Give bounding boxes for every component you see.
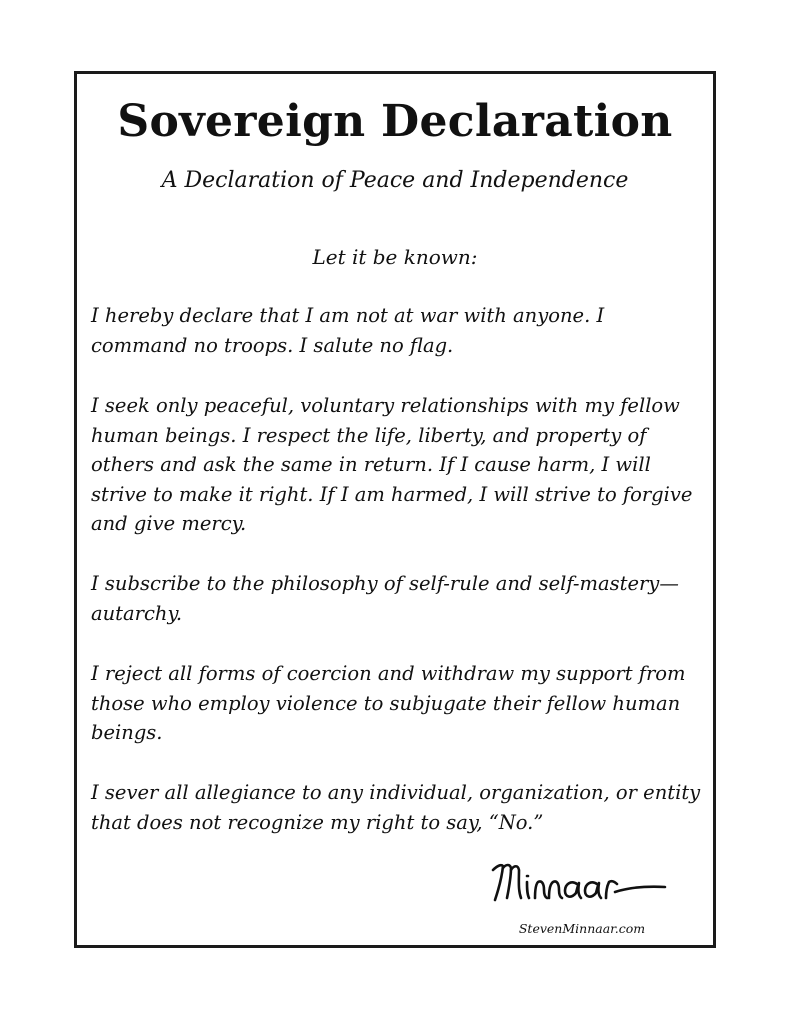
paragraph-reject-coercion: I reject all forms of coercion and withdraw my support from those who employ violence to subjugate their fellow human beings.	[91, 662, 686, 744]
paragraph-self-rule: I subscribe to the philosophy of self-rule and self-mastery—autarchy.	[91, 572, 679, 625]
declaration-frame	[74, 71, 716, 948]
signature	[487, 852, 677, 908]
website-credit: StevenMinnaar.com	[518, 921, 646, 936]
document-title: Sovereign Declaration	[117, 96, 673, 147]
paragraph-sever-allegiance: I sever all allegiance to any individual, organization, or entity that does not recognize my right to say, “No.”	[91, 781, 701, 834]
paragraph-peaceful-relationships: I seek only peaceful, voluntary relationships with my fellow human beings. I respect the life, liberty, and property of others and ask the same in return. If I cause harm, I will strive to make it right. If I am harmed, I will strive to forgive and give mercy.	[91, 394, 693, 535]
paragraph-war: I hereby declare that I am not at war with anyone. I command no troops. I salute no flag.	[91, 304, 605, 357]
preamble: Let it be known:	[312, 245, 478, 269]
document-subtitle: A Declaration of Peace and Independence	[161, 168, 629, 193]
